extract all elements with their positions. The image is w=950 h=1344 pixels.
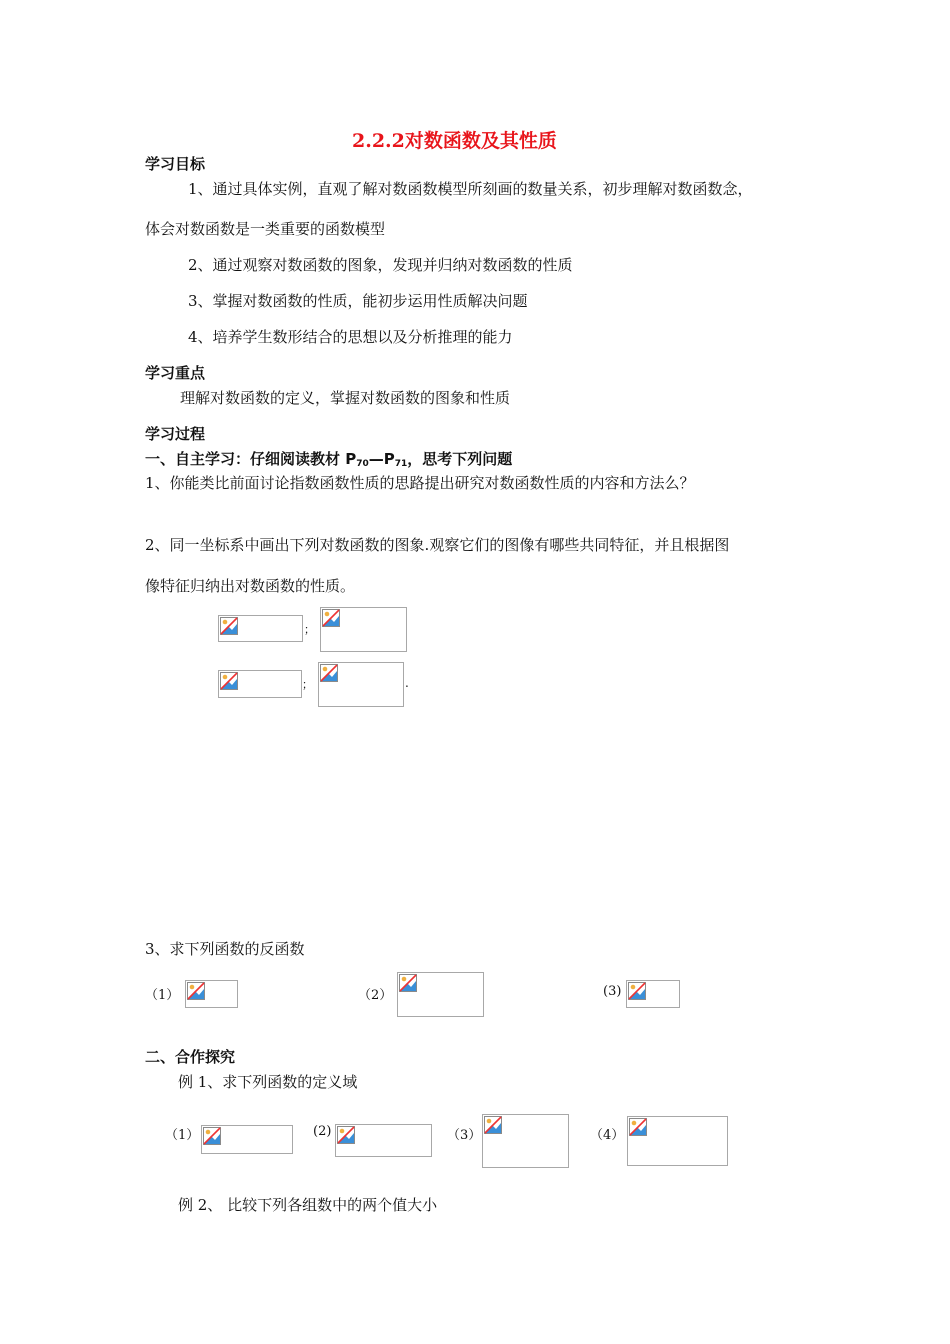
question-1: 1、你能类比前面讨论指数函数性质的思路提出研究对数函数性质的内容和方法么？ [145, 474, 695, 492]
formula-image [482, 1114, 569, 1168]
section-1-dash: —P [368, 450, 395, 468]
goal-1-line-1: 1、通过具体实例，直观了解对数函数模型所刻画的数量关系，初步理解对数函数念， [188, 180, 753, 198]
broken-image-icon [220, 672, 238, 690]
period-separator: . [405, 676, 409, 690]
focus-heading: 学习重点 [145, 364, 206, 382]
semicolon-separator: ； [304, 623, 315, 636]
formula-image [185, 980, 238, 1008]
broken-image-icon [629, 1118, 647, 1136]
section-1-page-end: 71 [394, 459, 408, 469]
broken-image-icon [322, 609, 340, 627]
formula-image [627, 1116, 728, 1166]
example-1: 例 1、求下列函数的定义域 [178, 1073, 358, 1091]
ex1-label-4: （4） [590, 1128, 625, 1143]
page-title: 2.2.2对数函数及其性质 [352, 130, 557, 152]
example-2: 例 2、 比较下列各组数中的两个值大小 [178, 1196, 438, 1214]
question-2-line-1: 2、同一坐标系中画出下列对数函数的图象.观察它们的图像有哪些共同特征，并且根据图 [145, 536, 730, 554]
ex1-label-1: （1） [165, 1128, 200, 1143]
section-1-heading [145, 448, 512, 469]
broken-image-icon [399, 974, 417, 992]
ex1-label-3: （3） [447, 1128, 482, 1143]
q3-label-2: （2） [358, 988, 393, 1003]
broken-image-icon [187, 982, 205, 1000]
broken-image-icon [203, 1127, 221, 1145]
section-1-page-start: 70 [356, 459, 369, 469]
formula-image [318, 662, 404, 707]
q3-label-1: （1） [145, 988, 180, 1003]
formula-image [320, 607, 407, 652]
formula-image [218, 615, 303, 642]
goal-3: 3、掌握对数函数的性质，能初步运用性质解决问题 [188, 292, 528, 310]
section-1-suffix: ，思考下列问题 [407, 450, 513, 468]
goals-heading: 学习目标 [145, 155, 206, 173]
focus-text: 理解对数函数的定义，掌握对数函数的图象和性质 [180, 389, 511, 407]
goal-1-line-2: 体会对数函数是一类重要的函数模型 [145, 220, 386, 238]
section-2-heading: 二、合作探究 [145, 1048, 236, 1066]
ex1-label-2: (2) [313, 1124, 332, 1139]
goal-2: 2、通过观察对数函数的图象，发现并归纳对数函数的性质 [188, 256, 573, 274]
semicolon-separator: ； [302, 678, 313, 691]
section-1-prefix: 一、自主学习：仔细阅读教材 P [145, 450, 357, 468]
broken-image-icon [337, 1126, 355, 1144]
formula-image [201, 1125, 293, 1154]
formula-image [397, 972, 484, 1017]
formula-image [626, 980, 680, 1008]
broken-image-icon [220, 617, 238, 635]
question-3: 3、求下列函数的反函数 [145, 940, 305, 958]
formula-image [218, 670, 302, 698]
question-2-line-2: 像特征归纳出对数函数的性质。 [145, 577, 356, 595]
formula-image [335, 1124, 432, 1157]
goal-4: 4、培养学生数形结合的思想以及分析推理的能力 [188, 328, 513, 346]
q3-label-3: (3) [603, 984, 622, 999]
broken-image-icon [484, 1116, 502, 1134]
broken-image-icon [320, 664, 338, 682]
process-heading: 学习过程 [145, 425, 206, 443]
broken-image-icon [628, 982, 646, 1000]
